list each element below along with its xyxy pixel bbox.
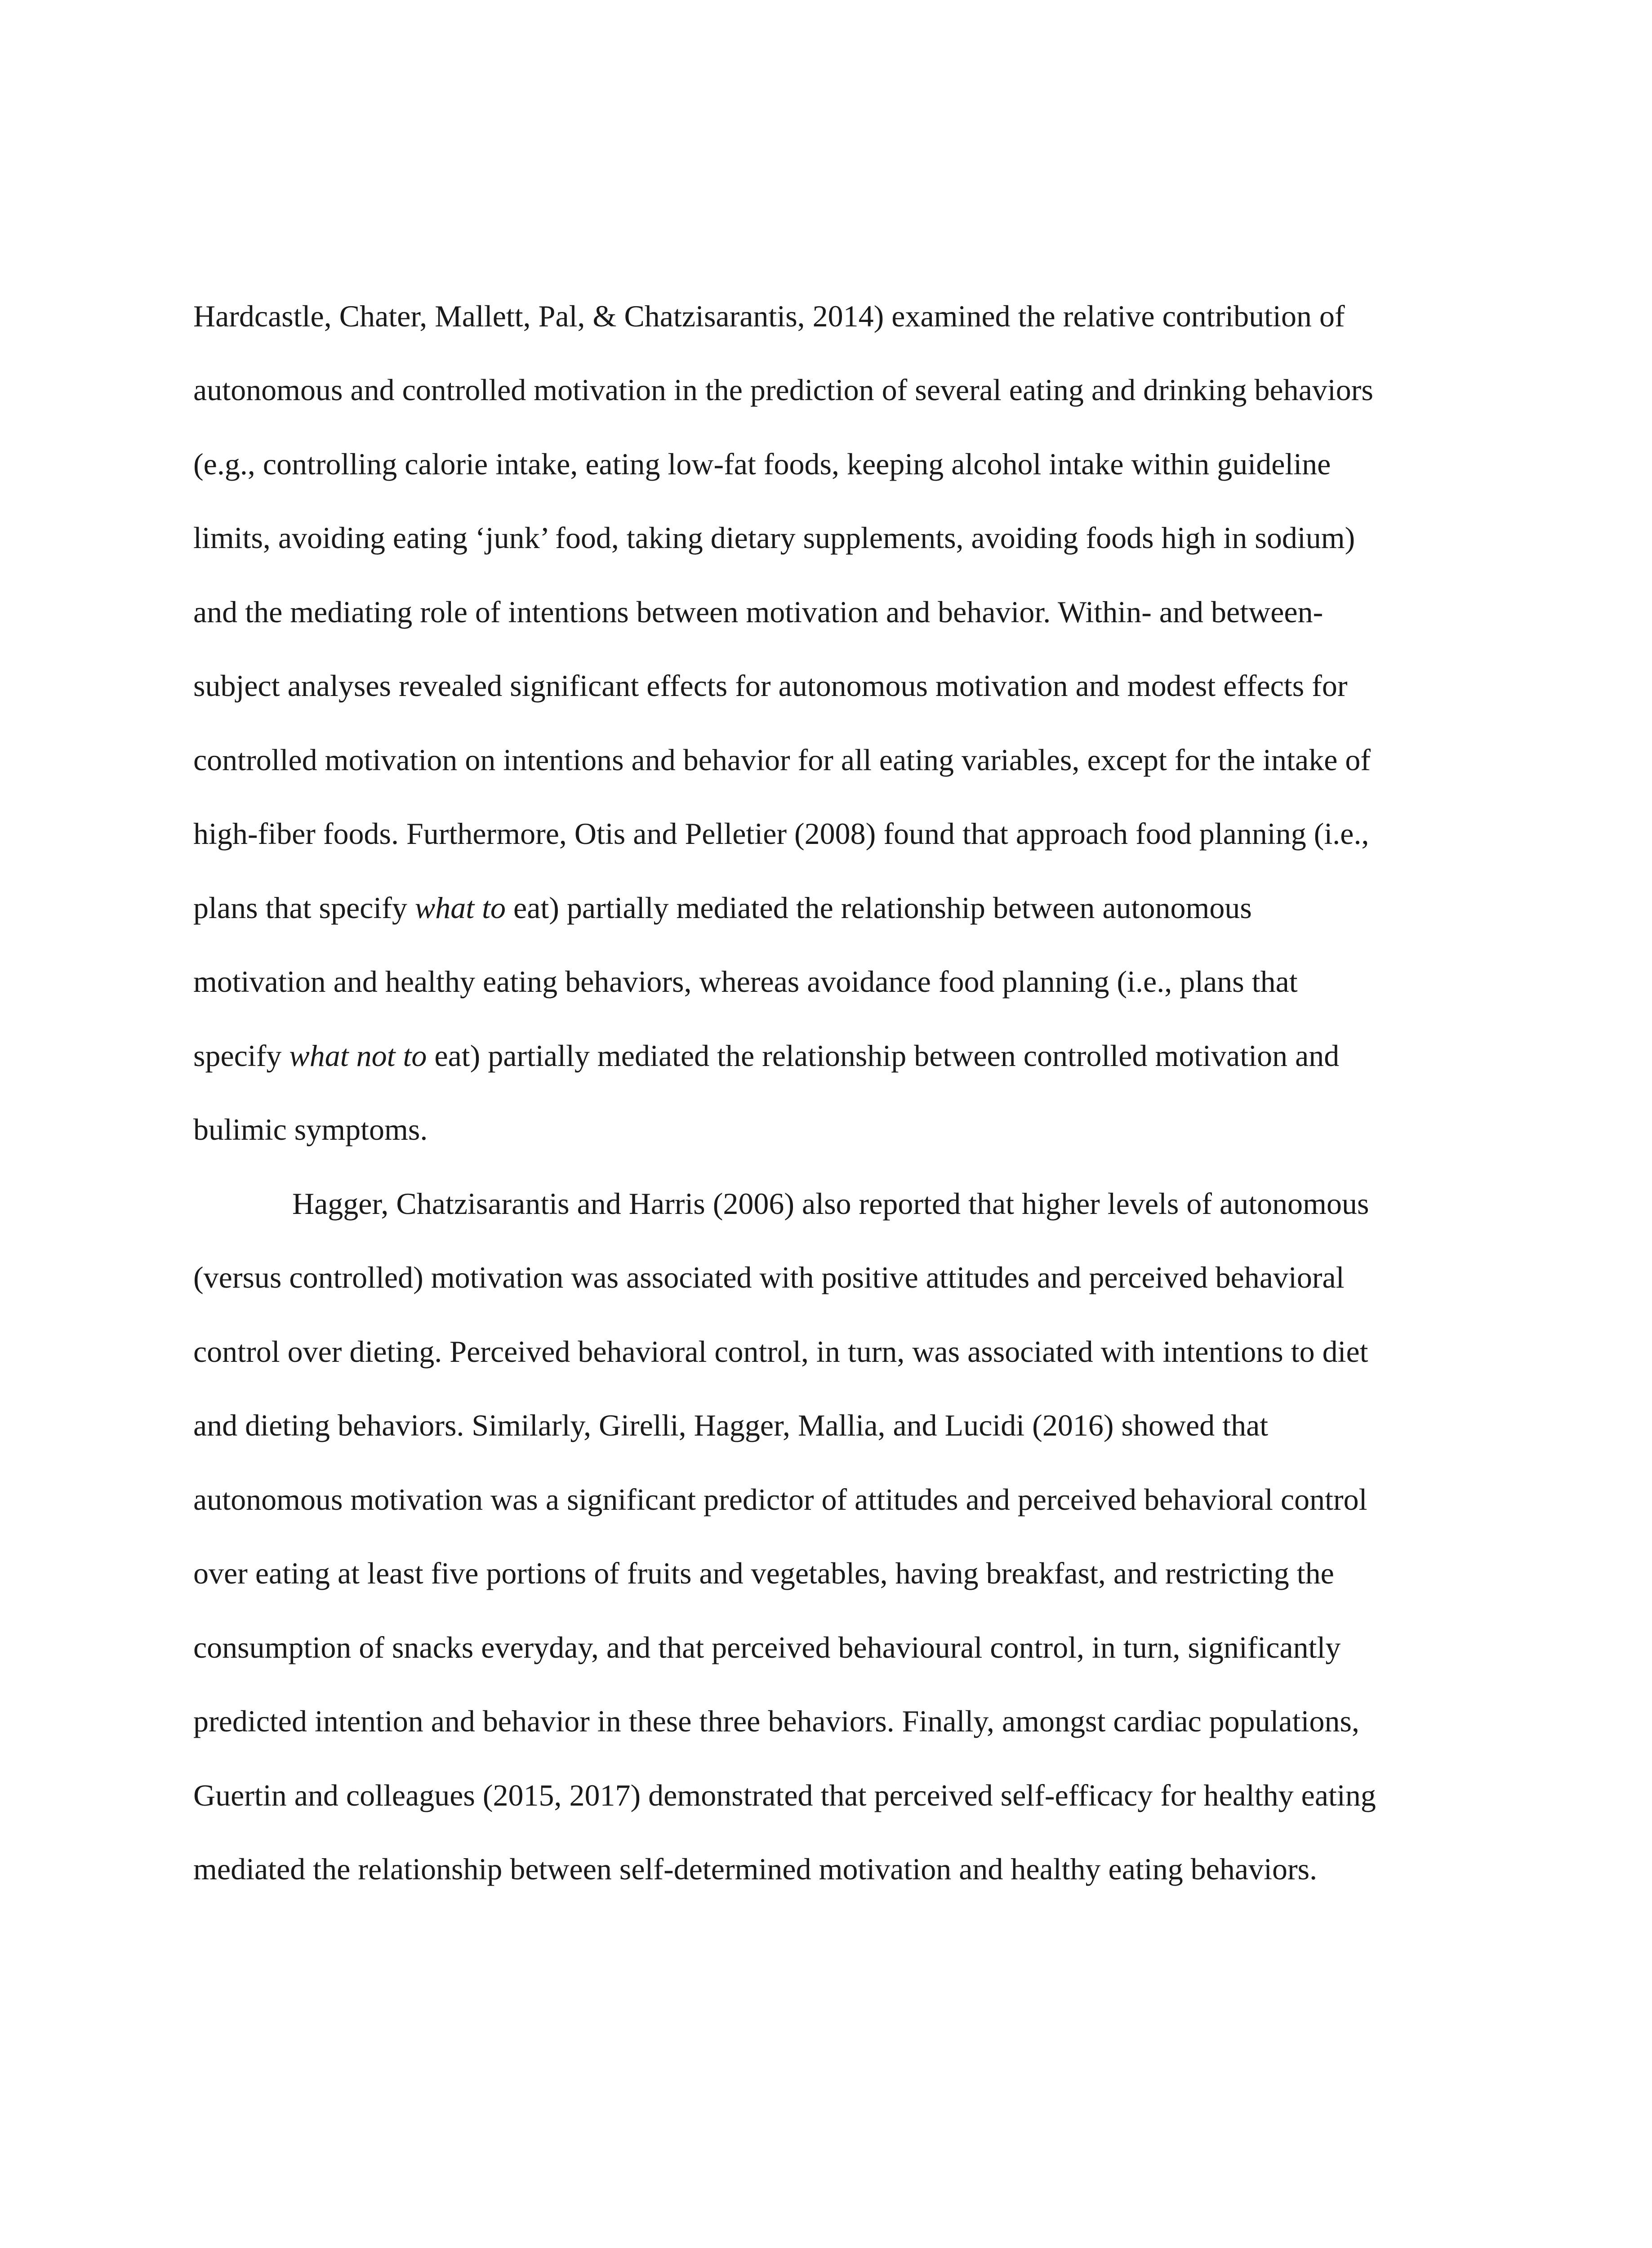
text-line: and dieting behaviors. Similarly, Girelli, Hagger, Mallia, and Lucidi (2016) showed that (193, 1408, 1269, 1442)
text-line: motivation and healthy eating behaviors, whereas avoidance food planning (i.e., plans that (193, 964, 1298, 999)
text-line: bulimic symptoms. (193, 1112, 428, 1146)
text-line (193, 1035, 1339, 1076)
text-line: over eating at least five portions of fruits and vegetables, having breakfast, and restricting the (193, 1556, 1334, 1590)
text-line: consumption of snacks everyday, and that perceived behavioural control, in turn, significantly (193, 1630, 1341, 1664)
text-line: limits, avoiding eating ‘junk’ food, taking dietary supplements, avoiding foods high in sodium) (193, 521, 1355, 555)
text-line: predicted intention and behavior in these three behaviors. Finally, amongst cardiac populations, (193, 1704, 1359, 1738)
text-line: high-fiber foods. Furthermore, Otis and Pelletier (2008) found that approach food planning (i.e., (193, 816, 1369, 851)
text-line: mediated the relationship between self-determined motivation and healthy eating behaviors. (193, 1852, 1318, 1886)
text-line: autonomous motivation was a significant predictor of attitudes and perceived behavioral control (193, 1482, 1367, 1517)
text-segment: specify (193, 1039, 289, 1073)
text-line: subject analyses revealed significant effects for autonomous motivation and modest effects for (193, 669, 1348, 703)
text-line: (e.g., controlling calorie intake, eating low-fat foods, keeping alcohol intake within guideline (193, 447, 1331, 481)
text-line: Hardcastle, Chater, Mallett, Pal, & Chatzisarantis, 2014) examined the relative contribution of (193, 299, 1345, 333)
text-line: autonomous and controlled motivation in the prediction of several eating and drinking behaviors (193, 373, 1373, 407)
italic-phrase: what not to (289, 1039, 427, 1073)
text-line: controlled motivation on intentions and behavior for all eating variables, except for the intake of (193, 743, 1371, 777)
text-segment: eat) partially mediated the relationship between controlled motivation and (427, 1039, 1340, 1073)
paragraph-first-line: Hagger, Chatzisarantis and Harris (2006) also reported that higher levels of autonomous (292, 1186, 1369, 1221)
italic-phrase: what to (414, 891, 506, 925)
text-line: control over dieting. Perceived behavioral control, in turn, was associated with intentions to diet (193, 1334, 1368, 1369)
text-segment: plans that specify (193, 891, 415, 925)
text-line: Guertin and colleagues (2015, 2017) demonstrated that perceived self-efficacy for healthy eating (193, 1778, 1376, 1812)
text-line (193, 888, 1252, 928)
text-segment: eat) partially mediated the relationship between autonomous (506, 891, 1252, 925)
text-line: (versus controlled) motivation was associated with positive attitudes and perceived behavioral (193, 1260, 1345, 1294)
text-line: and the mediating role of intentions between motivation and behavior. Within- and between- (193, 595, 1323, 629)
